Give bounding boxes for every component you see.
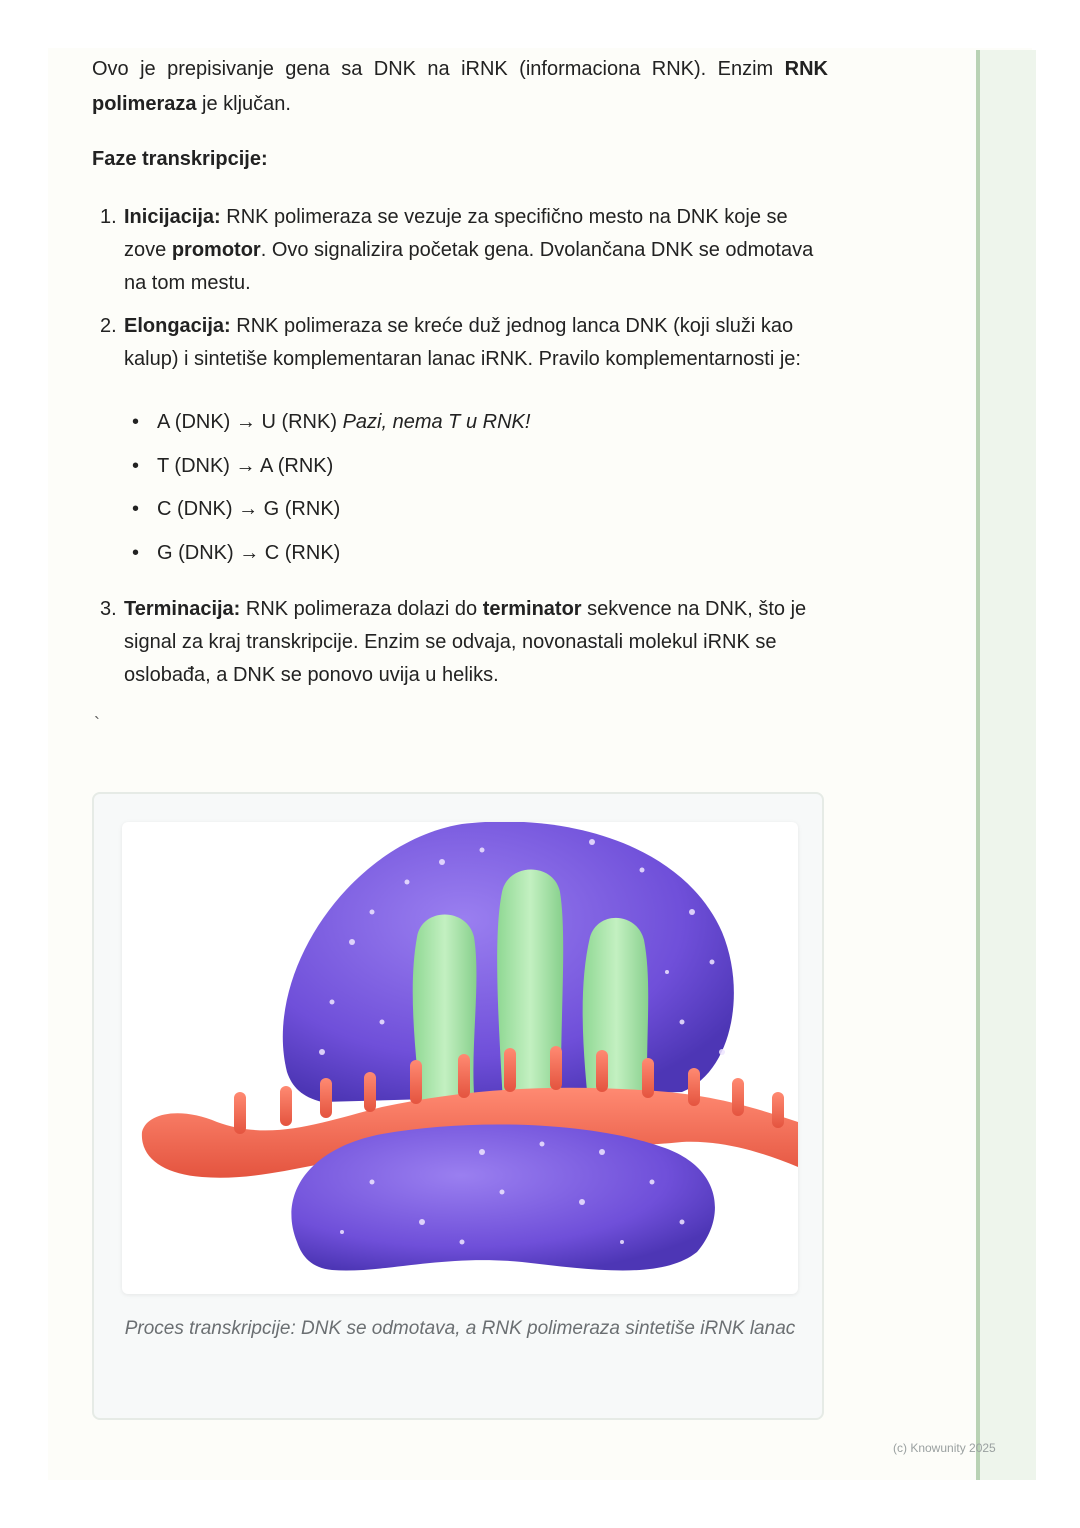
phase-bold-term: promotor [171,239,261,261]
enzyme-lower [291,1124,715,1270]
pairing-rule-text: C (DNK) → G (RNK) [157,498,341,520]
section-heading: Faze transkripcije: [92,148,268,170]
pairing-rule: • T (DNK) → A (RNK) [132,454,334,477]
intro-paragraph [92,52,828,122]
phase-text: RNK polimeraza se vezuje za specifično mesto na DNK koje se zove [124,206,788,261]
phase-initiation [100,201,830,300]
phase-bold-term: terminator [482,598,582,620]
intro-text-end: je ključan. [196,93,291,115]
pairing-rule-text: G (DNK) → C (RNK) [157,541,341,564]
copyright-footer: (c) Knowunity 2025 [893,1441,996,1455]
side-panel [976,50,1036,1480]
pairing-rule-note: Pazi, nema T u RNK! [342,411,531,433]
pairing-rule: • G (DNK) → C (RNK) [132,541,341,564]
phase-title: Inicijacija: [124,206,221,228]
phase-text-end: . Ovo signalizira početak gena. Dvolančana DNK se odmotava na tom mestu. [124,239,814,294]
phase-elongation [100,310,830,376]
figure-caption: Proces transkripcije: DNK se odmotava, a RNK polimeraza sintetiše iRNK lanac [124,1318,796,1339]
phase-text-end: sekvence na DNK, što je signal za kraj transkripcije. Enzim se odvaja, novonastali molekul iRNK se oslobađa, a DNK se ponovo uvija u heliks. [124,598,807,686]
phase-text: RNK polimeraza dolazi do [240,598,483,620]
pairing-rule: • A (DNK) → U (RNK) Pazi, nema T u RNK! [132,411,531,433]
pairing-rules-list [132,406,530,580]
phase-number: 2. [100,315,117,337]
stray-mark: ` [94,714,100,734]
pairing-rule-text: T (DNK) → A (RNK) [157,454,334,477]
transcription-illustration [122,822,798,1294]
phase-text: RNK polimeraza se kreće duž jednog lanca DNK (koji služi kao kalup) i sintetiše komplementaran lanac iRNK. Pravilo komplementarnosti je: [124,315,801,370]
intro-bold-enzyme: RNK polimeraza [92,58,828,115]
pairing-rule: • C (DNK) → G (RNK) [132,498,341,520]
figure-card [92,792,824,1420]
phase-termination [100,593,830,692]
phase-title: Terminacija: [124,598,241,620]
transcription-svg [122,822,798,1294]
phase-number: 3. [100,598,117,620]
pairing-rule-text: A (DNK) → U (RNK) [157,411,343,433]
phase-number: 1. [100,206,117,228]
phase-title: Elongacija: [124,315,231,337]
intro-text: Ovo je prepisivanje gena sa DNK na iRNK (informaciona RNK). Enzim [92,58,785,80]
